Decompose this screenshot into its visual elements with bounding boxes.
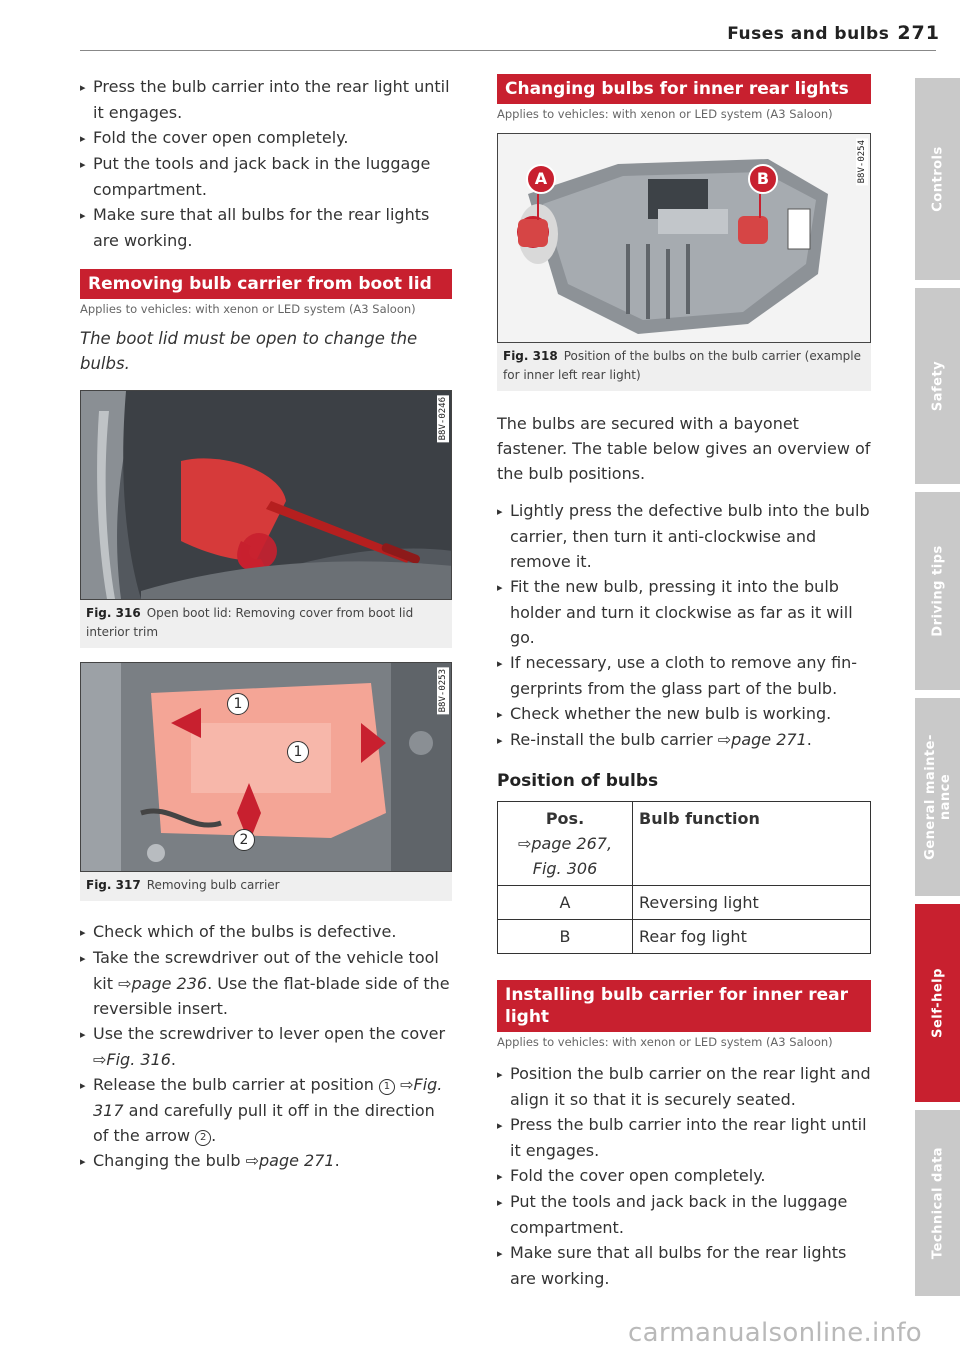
tab-label: Technical data [930, 1146, 945, 1260]
applies-to-note: Applies to vehicles: with xenon or LED system (A3 Saloon) [80, 302, 416, 316]
table-cell-pos: A [498, 886, 633, 920]
right-column [497, 74, 871, 1291]
section-heading-removing-bulb-carrier: Removing bulb carrier from boot lid [80, 269, 452, 299]
tab-label: General mainte- nance [922, 734, 953, 860]
page-reference-link[interactable]: ⇨page 271 [717, 730, 807, 749]
tab-controls[interactable] [915, 78, 960, 280]
bullet-item [497, 727, 871, 753]
figure-code: B8V-0253 [438, 669, 448, 713]
applies-to-note: Applies to vehicles: with xenon or LED system (A3 Saloon) [497, 107, 833, 121]
table-cell-pos: B [498, 920, 633, 954]
table-cell-function: Reversing light [633, 886, 871, 920]
boot-lid-illustration [81, 391, 452, 599]
figure-caption [80, 872, 452, 901]
bullet-item: ▸ Position the bulb carrier on the rear light and align it so that it is securely seated. [497, 1061, 871, 1112]
figure-reference-link[interactable]: ⇨Fig. 317 [93, 1075, 443, 1120]
bulb-marker-b: B [748, 164, 778, 194]
figure-316 [80, 390, 452, 648]
column-header-function: Bulb function [633, 802, 871, 886]
page-reference-link[interactable]: ⇨page 271 [245, 1151, 335, 1170]
table-header-row [498, 802, 871, 886]
body-paragraph: The bulbs are secured with a bayonet fastener. The table below gives an overview of the bulb positions. [497, 414, 871, 483]
figure-label: Fig. 316 [86, 606, 141, 620]
bulb-positions-illustration [498, 134, 870, 342]
bullet-item [80, 1072, 452, 1148]
bullet-item: ▸ If necessary, use a cloth to remove any fingerprints from the glass part of the bulb. [497, 650, 871, 701]
figure-label: Fig. 317 [86, 878, 141, 892]
bullet-item: ▸ Put the tools and jack back in the luggage compartment. [80, 151, 452, 202]
callout-1: 1 [287, 741, 309, 763]
figure-316-image [80, 390, 452, 600]
bullet-item: ▸ Press the bulb carrier into the rear light until it engages. [80, 74, 452, 125]
page-reference-link[interactable]: ⇨page 236 [118, 974, 208, 993]
table-row [498, 886, 871, 920]
bullet-text: . [170, 1050, 177, 1069]
bullet-item: ▸ Fold the cover open completely. [80, 125, 452, 151]
figure-caption-text: Position of the bulbs on the bulb carrier (example for inner left rear light) [503, 349, 862, 382]
figure-caption-text: Open boot lid: Removing cover from boot lid interior trim [86, 606, 414, 639]
column-header-pos [498, 802, 633, 886]
tab-label: Safety [930, 360, 945, 412]
applies-to-note: Applies to vehicles: with xenon or LED system (A3 Saloon) [497, 1035, 833, 1049]
bullet-item: ▸ Make sure that all bulbs for the rear lights are working. [497, 1240, 871, 1291]
tab-label: Self-help [930, 968, 945, 1038]
callout-2: 2 [233, 829, 255, 851]
section-heading-installing-bulb-carrier: Installing bulb carrier for inner rear light [497, 980, 871, 1032]
bullet-item: ▸ Make sure that all bulbs for the rear lights are working. [80, 202, 452, 253]
bullet-text: Take the screwdriver out of the vehicle tool kit [93, 948, 439, 993]
position-number: 1 [379, 1079, 395, 1095]
page-reference-link[interactable]: ⇨page 267, Fig. 306 [517, 834, 613, 878]
bullet-text: Re-install the bulb carrier [510, 730, 718, 749]
tab-driving-tips[interactable] [915, 492, 960, 690]
bullet-text: . Use the flat-blade side of the reversible insert. [93, 974, 450, 1018]
header-rule [80, 50, 936, 51]
bullet-item: ▸ Check which of the bulbs is defective. [80, 919, 452, 945]
watermark-text: carmanualsonline.info [628, 1318, 923, 1348]
bullet-item [80, 1148, 452, 1174]
figure-caption [80, 600, 452, 648]
bulb-marker-a: A [526, 164, 556, 194]
tab-label: Controls [930, 146, 945, 212]
bulb-carrier-illustration [81, 663, 452, 871]
bullet-item [80, 1021, 452, 1072]
bullet-item: ▸ Fold the cover open completely. [497, 1163, 871, 1189]
page-number: 271 [897, 22, 940, 44]
bullet-item: ▸ Lightly press the defective bulb into the bulb carrier, then turn it anti-clockwise and remove it. [497, 498, 871, 574]
figure-caption [497, 343, 871, 391]
tab-self-help[interactable] [915, 904, 960, 1102]
tab-safety[interactable] [915, 288, 960, 484]
figure-code: B8V-0246 [438, 397, 448, 441]
bulb-position-table [497, 801, 871, 954]
figure-317 [80, 662, 452, 901]
table-cell-function: Rear fog light [633, 920, 871, 954]
column-header-label: Pos. [545, 809, 585, 828]
bullet-item: ▸ Check whether the new bulb is working. [497, 701, 871, 727]
figure-318-image [497, 133, 871, 343]
bullet-text: and carefully pull it off in the direction of the arrow [93, 1101, 435, 1145]
tab-label: Driving tips [930, 545, 945, 637]
tab-technical-data[interactable] [915, 1110, 960, 1296]
section-heading-changing-bulbs: Changing bulbs for inner rear lights [497, 74, 871, 104]
bullet-item: ▸ Put the tools and jack back in the luggage compartment. [497, 1189, 871, 1240]
bullet-text: . [806, 730, 812, 749]
bullet-text: Changing the bulb [93, 1151, 246, 1170]
figure-317-image [80, 662, 452, 872]
bullet-item: ▸ Press the bulb carrier into the rear light until it engages. [497, 1112, 871, 1163]
position-of-bulbs-heading: Position of bulbs [497, 771, 659, 791]
section-title: Fuses and bulbs [727, 24, 890, 44]
bullet-item [80, 945, 452, 1021]
table-row [498, 920, 871, 954]
bullet-text: . [211, 1126, 217, 1145]
figure-label: Fig. 318 [503, 349, 558, 363]
figure-caption-text: Removing bulb carrier [146, 878, 280, 892]
left-column [80, 74, 452, 1174]
tab-general-maintenance[interactable] [915, 698, 960, 896]
bullet-text: Use the screwdriver to lever open the cover [93, 1024, 446, 1043]
arrow-number: 2 [195, 1130, 211, 1146]
bullet-item: ▸ Fit the new bulb, pressing it into the bulb holder and turn it clockwise as far as it will go. [497, 574, 871, 650]
figure-318 [497, 133, 871, 391]
page-header [680, 22, 940, 50]
figure-reference-link[interactable]: ⇨Fig. 316 [93, 1050, 171, 1069]
bullet-text: Release the bulb carrier at position [93, 1075, 379, 1094]
callout-1: 1 [227, 693, 249, 715]
intro-text: The boot lid must be open to change the bulbs. [80, 329, 418, 373]
figure-code: B8V-0254 [857, 140, 867, 184]
bullet-text: . [334, 1151, 340, 1170]
